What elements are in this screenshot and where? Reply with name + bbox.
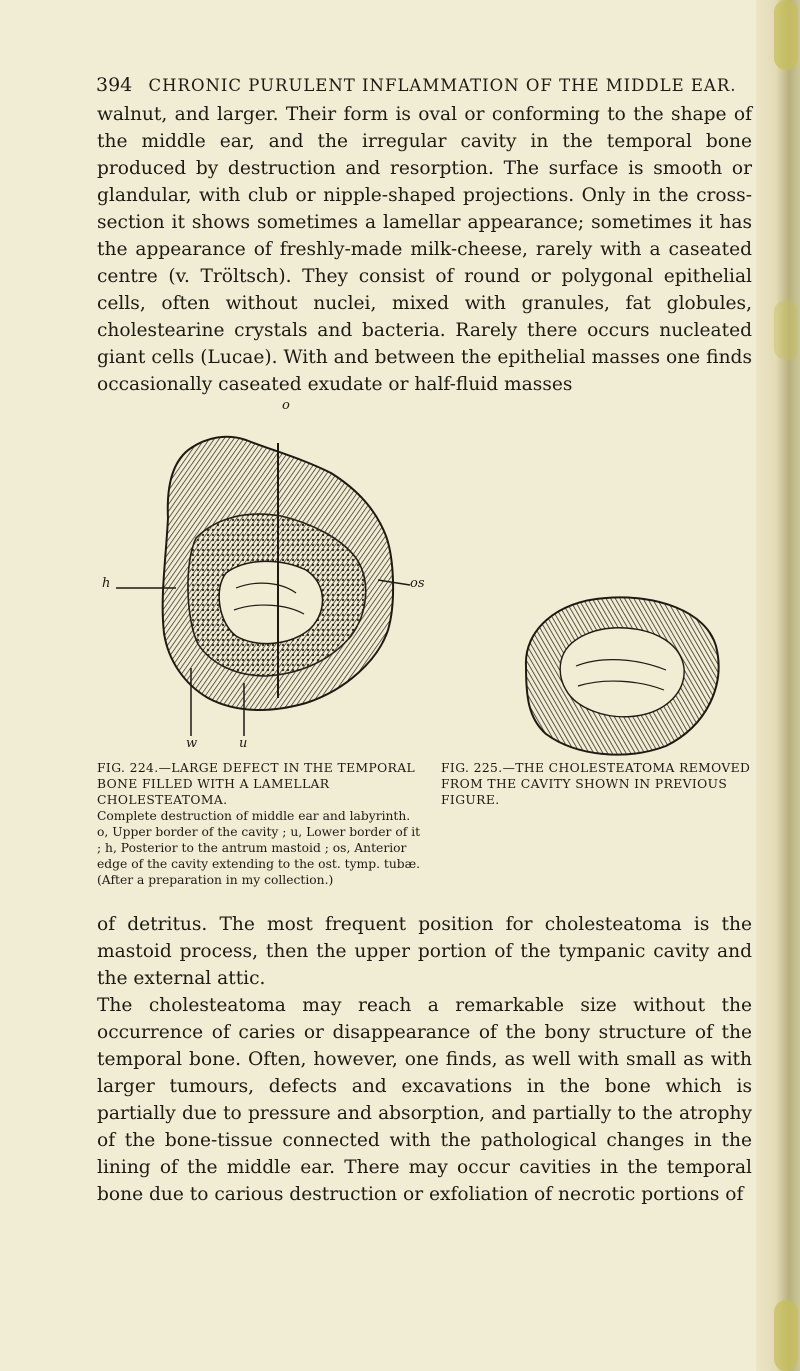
edge-stain: [774, 1300, 798, 1371]
fig-225-illustration: [506, 586, 736, 766]
fig-224-illustration: [96, 398, 456, 738]
paragraph-top: [97, 101, 752, 398]
fig-224-label-u: u: [239, 736, 248, 751]
fig-225-caption: [441, 760, 755, 808]
fig-224-label-os: os: [410, 576, 425, 591]
running-title: CHRONIC PURULENT INFLAMMATION OF THE MIDDLE EAR.: [148, 76, 737, 95]
edge-stain: [774, 0, 798, 70]
fig-224-label-h: h: [102, 576, 111, 591]
figures-area: [96, 398, 756, 758]
edge-stain: [774, 300, 798, 360]
paragraph-bottom-text-2: The cholesteatoma may reach a remarkable size without the occurrence of caries or disappearance of the bony structure of the temporal bone. Often, however, one finds, as well with small as with larger tumours, defects and excavations in the bone which is partially due to pressure and absorption, and partially to the atrophy of the bone-tissue connected with the pathological changes in the lining of the middle ear. There may occur cavities in the temporal bone due to carious destruction or exfoliation of necrotic portions of: [97, 995, 752, 1205]
fig-224-caption-title: FIG. 224.—LARGE DEFECT IN THE TEMPORAL BONE FILLED WITH A LAMELLAR CHOLESTEATOMA.: [97, 761, 416, 807]
fig-225-caption-title: FIG. 225.—THE CHOLESTEATOMA REMOVED FROM THE CAVITY SHOWN IN PREVIOUS FIGURE.: [441, 761, 751, 807]
paragraph-top-text: walnut, and larger. Their form is oval or conforming to the shape of the middle ear, and the irregular cavity in the temporal bone produced by destruction and resorption. The surface is smooth or glandular, with club or nipple-shaped projections. Only in the cross-section it shows sometimes a lamellar appearance; sometimes it has the appearance of freshly-made milk-cheese, rarely with a caseated centre (v. Tröltsch). They consist of round or polygonal epithelial cells, often without nuclei, mixed with granules, fat globules, cholestearine crystals and bacteria. Rarely there occurs nucleated giant cells (Lucae). With and between the epithelial masses one finds occasionally caseated exudate or half-fluid masses: [97, 104, 752, 395]
page-number: 394: [96, 74, 133, 96]
fig-224-label-w: w: [186, 736, 198, 751]
paragraph-bottom: [97, 911, 752, 1208]
page-edge: [756, 0, 800, 1371]
running-head: [96, 74, 737, 96]
fig-224-caption: [97, 760, 423, 888]
fig-224-caption-body: Complete destruction of middle ear and labyrinth. o, Upper border of the cavity ; u, Lower border of it ; h, Posterior to the antrum mastoid ; os, Anterior edge of the cavity extending to the ost. tymp. tubæ. (After a preparation in my collection.): [97, 809, 421, 887]
paragraph-bottom-text-1: of detritus. The most frequent position for cholesteatoma is the mastoid process, then the upper portion of the tympanic cavity and the external attic.: [97, 914, 752, 989]
fig-224-label-o: o: [282, 398, 290, 413]
